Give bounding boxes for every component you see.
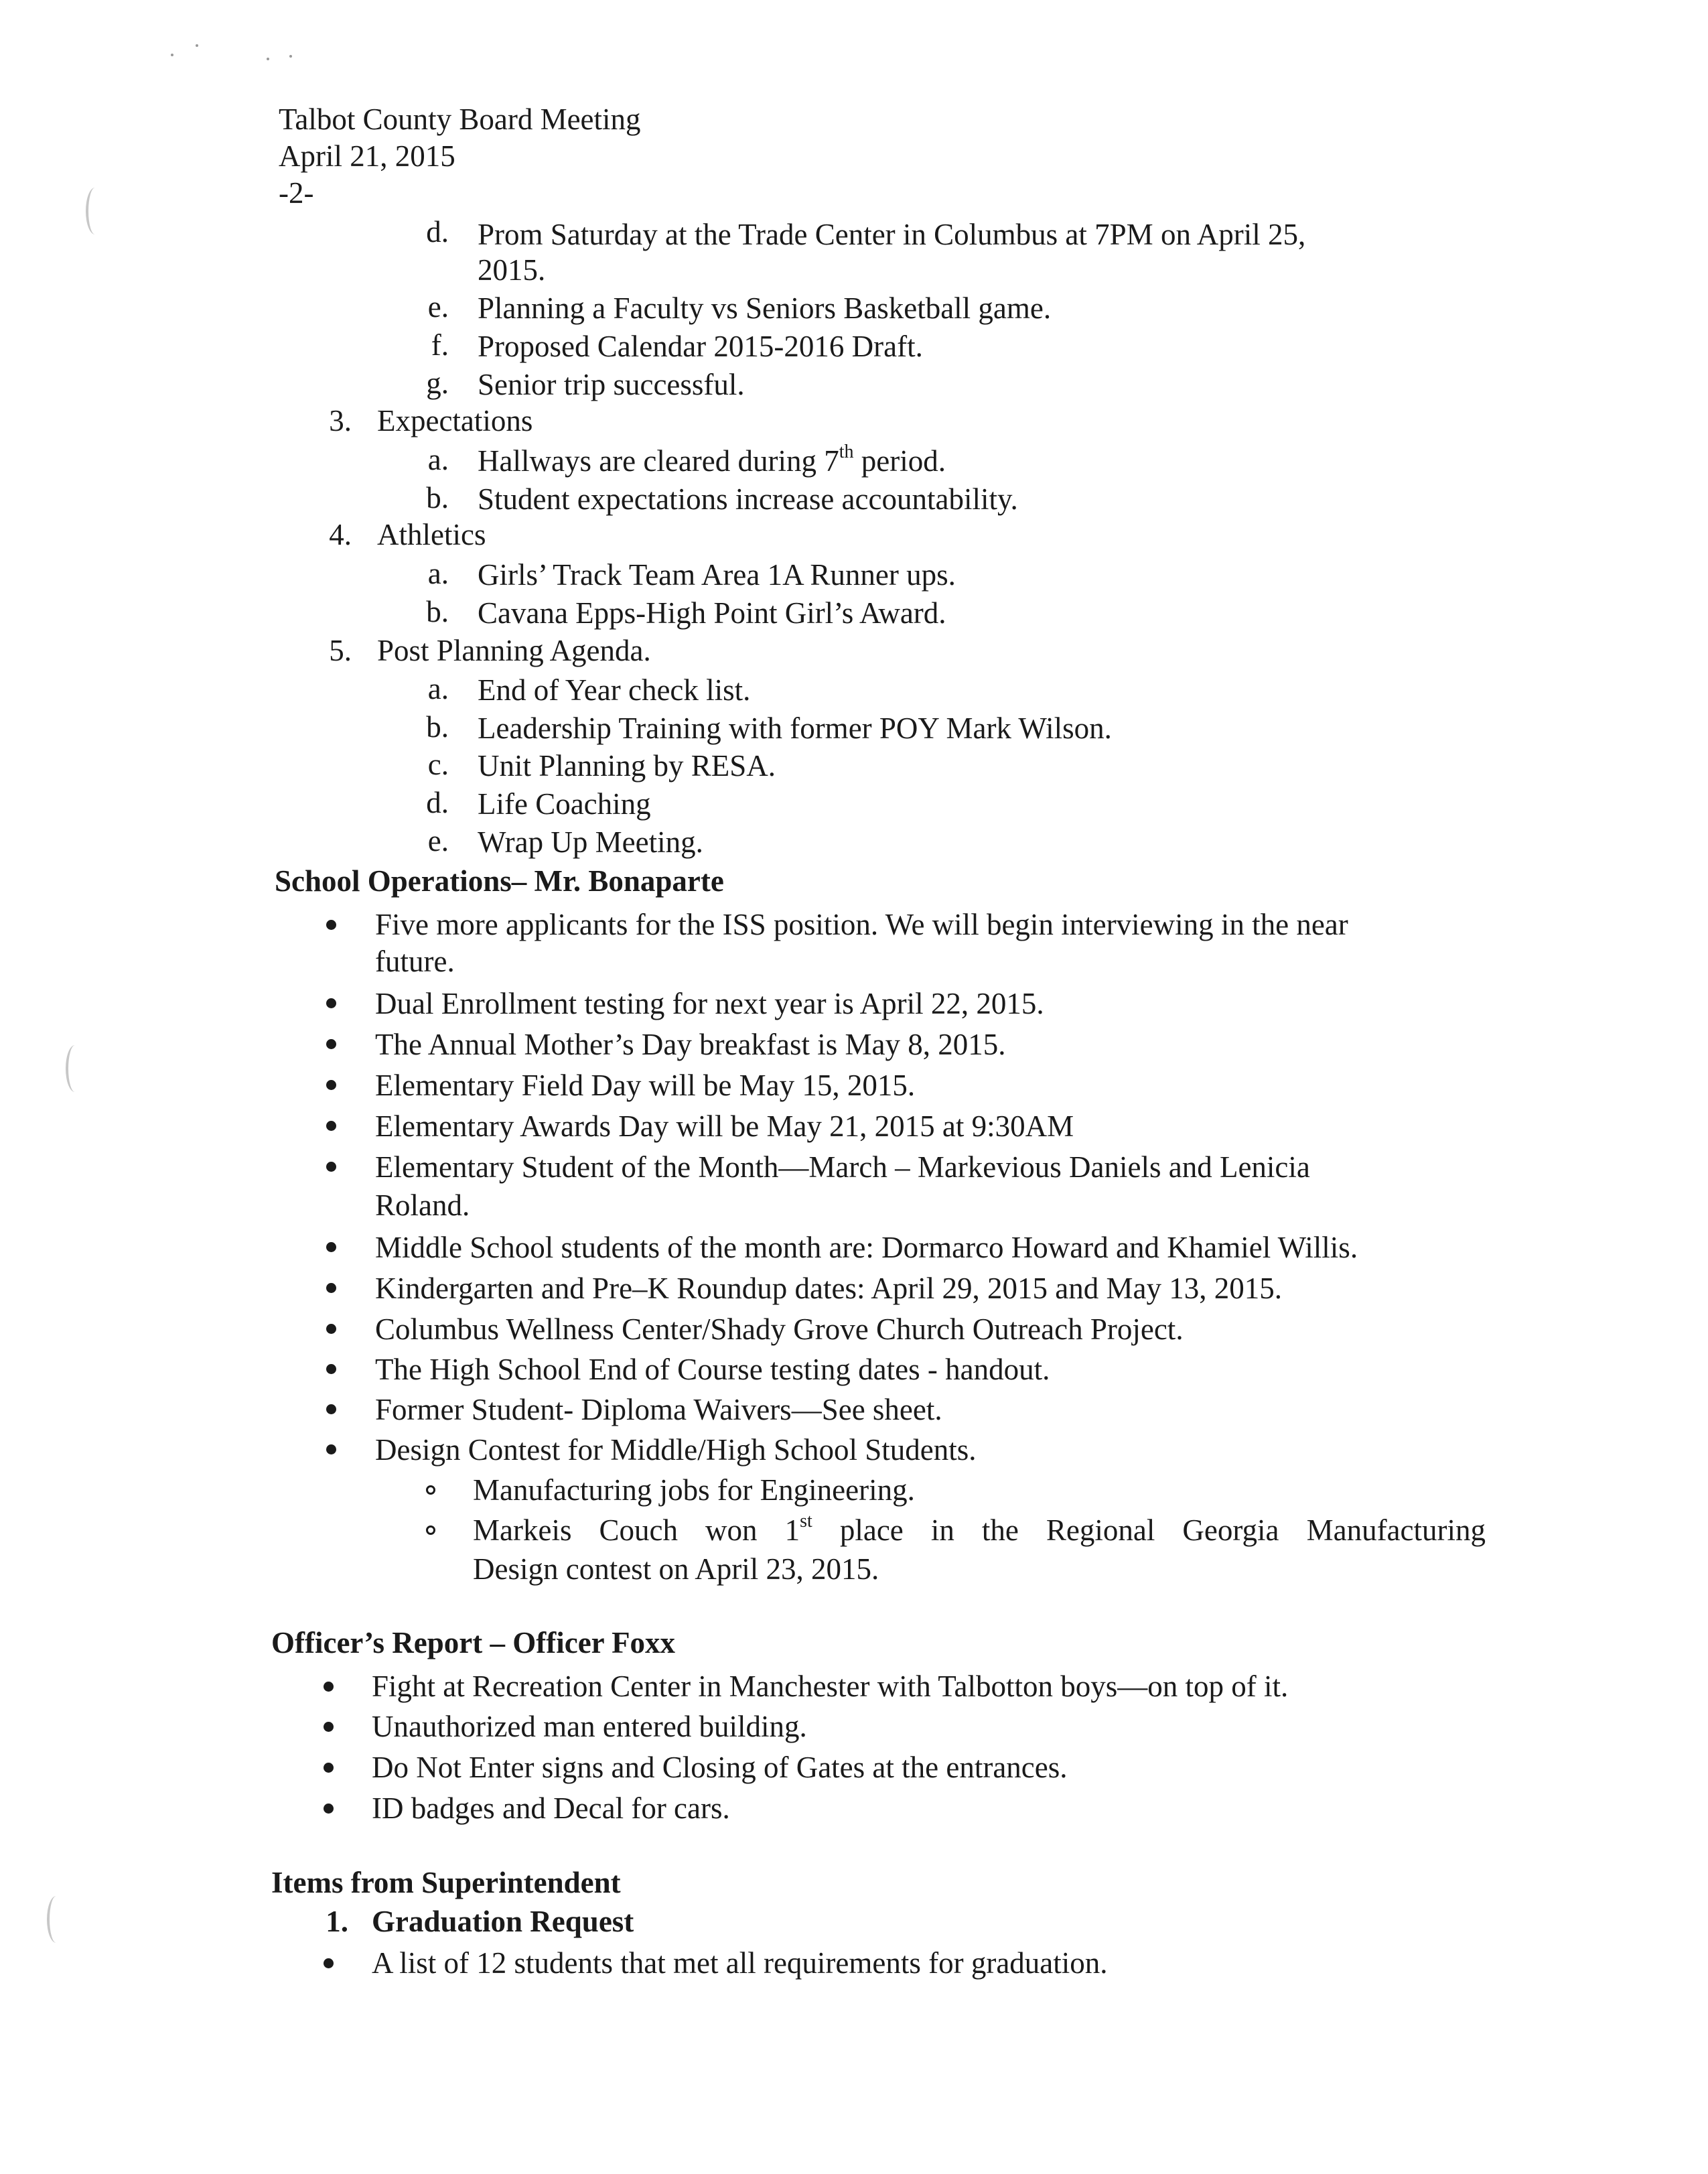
list-marker: d. (426, 786, 449, 819)
list-item-text: Leadership Training with former POY Mark Wilson. (478, 711, 1112, 745)
list-marker: a. (427, 557, 449, 590)
list-marker: g. (426, 366, 449, 400)
bullet-text: Columbus Wellness Center/Shady Grove Church Outreach Project. (375, 1312, 1184, 1346)
scan-speck (267, 58, 269, 60)
bullet-text: Elementary Field Day will be May 15, 2015. (375, 1069, 916, 1102)
bullet-text: Elementary Student of the Month—March – Markevious Daniels and Lenicia (375, 1150, 1310, 1184)
bullet (326, 1039, 336, 1049)
bullet-text: The High School End of Course testing dates - handout. (375, 1353, 1050, 1386)
scan-speck (171, 54, 173, 56)
section-number: 1. (326, 1905, 348, 1938)
bullet (324, 1804, 334, 1814)
section-heading-school-operations: School Operations– Mr. Bonaparte (275, 864, 724, 898)
scan-speck (289, 55, 292, 58)
list-item-text: Life Coaching (478, 787, 651, 821)
list-item-text: Prom Saturday at the Trade Center in Columbus at 7PM on April 25, (478, 218, 1306, 251)
scan-speck (196, 44, 198, 47)
list-item-text: 2015. (478, 253, 546, 287)
punch-hole-mark (66, 1045, 84, 1092)
bullet (326, 1283, 336, 1293)
bullet-text: Design Contest for Middle/High School Students. (375, 1433, 977, 1467)
list-marker: b. (426, 710, 449, 744)
bullet (326, 1162, 336, 1172)
section-number: 4. (329, 518, 352, 551)
bullet-text: Middle School students of the month are: Dormarco Howard and Khamiel Willis. (375, 1231, 1358, 1264)
section-heading-officers-report: Officer’s Report – Officer Foxx (271, 1626, 676, 1659)
section-heading-superintendent: Items from Superintendent (271, 1866, 621, 1899)
bullet-text: future. (375, 945, 455, 978)
list-marker: b. (426, 595, 449, 628)
list-marker: d. (426, 215, 449, 249)
bullet-text: Do Not Enter signs and Closing of Gates at the entrances. (372, 1751, 1068, 1784)
sub-bullet-text: Design contest on April 23, 2015. (473, 1552, 879, 1586)
section-number: 5. (329, 634, 352, 667)
list-item-text: End of Year check list. (478, 673, 751, 707)
bullet-text: Dual Enrollment testing for next year is April 22, 2015. (375, 987, 1044, 1020)
list-item-text: Student expectations increase accountability. (478, 482, 1018, 516)
meeting-date: April 21, 2015 (279, 139, 455, 173)
bullet (326, 920, 336, 930)
list-marker: e. (427, 290, 449, 324)
section-title: Expectations (377, 404, 533, 437)
list-marker: a. (427, 443, 449, 476)
sub-bullet (426, 1525, 435, 1535)
bullet-text: Five more applicants for the ISS position. We will begin interviewing in the near (375, 908, 1348, 941)
section-title: Post Planning Agenda. (377, 634, 651, 667)
bullet-text: Kindergarten and Pre–K Roundup dates: April 29, 2015 and May 13, 2015. (375, 1272, 1282, 1305)
bullet-text: The Annual Mother’s Day breakfast is May 8, 2015. (375, 1028, 1006, 1061)
subsection-title-graduation-request: Graduation Request (372, 1905, 634, 1938)
section-title: Athletics (377, 518, 486, 551)
bullet (326, 1364, 336, 1374)
sub-bullet-text: Manufacturing jobs for Engineering. (473, 1473, 915, 1507)
list-marker: e. (427, 824, 449, 858)
bullet (326, 1080, 336, 1090)
bullet (326, 1324, 336, 1334)
bullet (326, 1404, 336, 1414)
bullet-text: ID badges and Decal for cars. (372, 1791, 730, 1825)
list-item-text: Girls’ Track Team Area 1A Runner ups. (478, 558, 956, 592)
list-marker: a. (427, 672, 449, 705)
document-title: Talbot County Board Meeting (279, 103, 641, 136)
bullet (326, 1444, 336, 1454)
list-item-text: Wrap Up Meeting. (478, 825, 703, 859)
list-marker: c. (427, 748, 449, 781)
bullet (324, 1722, 334, 1732)
bullet-text: Roland. (375, 1188, 470, 1222)
list-item-text: Unit Planning by RESA. (478, 749, 776, 783)
sub-bullet (426, 1485, 435, 1495)
bullet-text: A list of 12 students that met all requirements for graduation. (372, 1946, 1108, 1980)
list-item-text: Planning a Faculty vs Seniors Basketball game. (478, 291, 1052, 325)
sub-bullet-text: Markeis Couch won 1st place in the Regional Georgia Manufacturing (473, 1511, 1486, 1547)
bullet (326, 1242, 336, 1252)
bullet (326, 1121, 336, 1131)
bullet (324, 1682, 334, 1692)
list-marker: f. (431, 328, 449, 362)
bullet (324, 1958, 334, 1968)
list-item-text: Cavana Epps-High Point Girl’s Award. (478, 596, 946, 630)
punch-hole-mark (86, 188, 104, 234)
page-number: -2- (279, 176, 314, 210)
list-item-text: Hallways are cleared during 7th period. (478, 441, 946, 478)
section-number: 3. (329, 404, 352, 437)
bullet-text: Elementary Awards Day will be May 21, 2015 at 9:30AM (375, 1109, 1074, 1143)
list-marker: b. (426, 481, 449, 515)
bullet-text: Fight at Recreation Center in Manchester with Talbotton boys—on top of it. (372, 1670, 1289, 1703)
bullet (324, 1763, 334, 1773)
bullet-text: Unauthorized man entered building. (372, 1710, 807, 1743)
punch-hole-mark (47, 1896, 66, 1943)
bullet (326, 998, 336, 1008)
bullet-text: Former Student- Diploma Waivers—See sheet. (375, 1393, 942, 1426)
list-item-text: Senior trip successful. (478, 368, 745, 401)
list-item-text: Proposed Calendar 2015-2016 Draft. (478, 330, 923, 363)
